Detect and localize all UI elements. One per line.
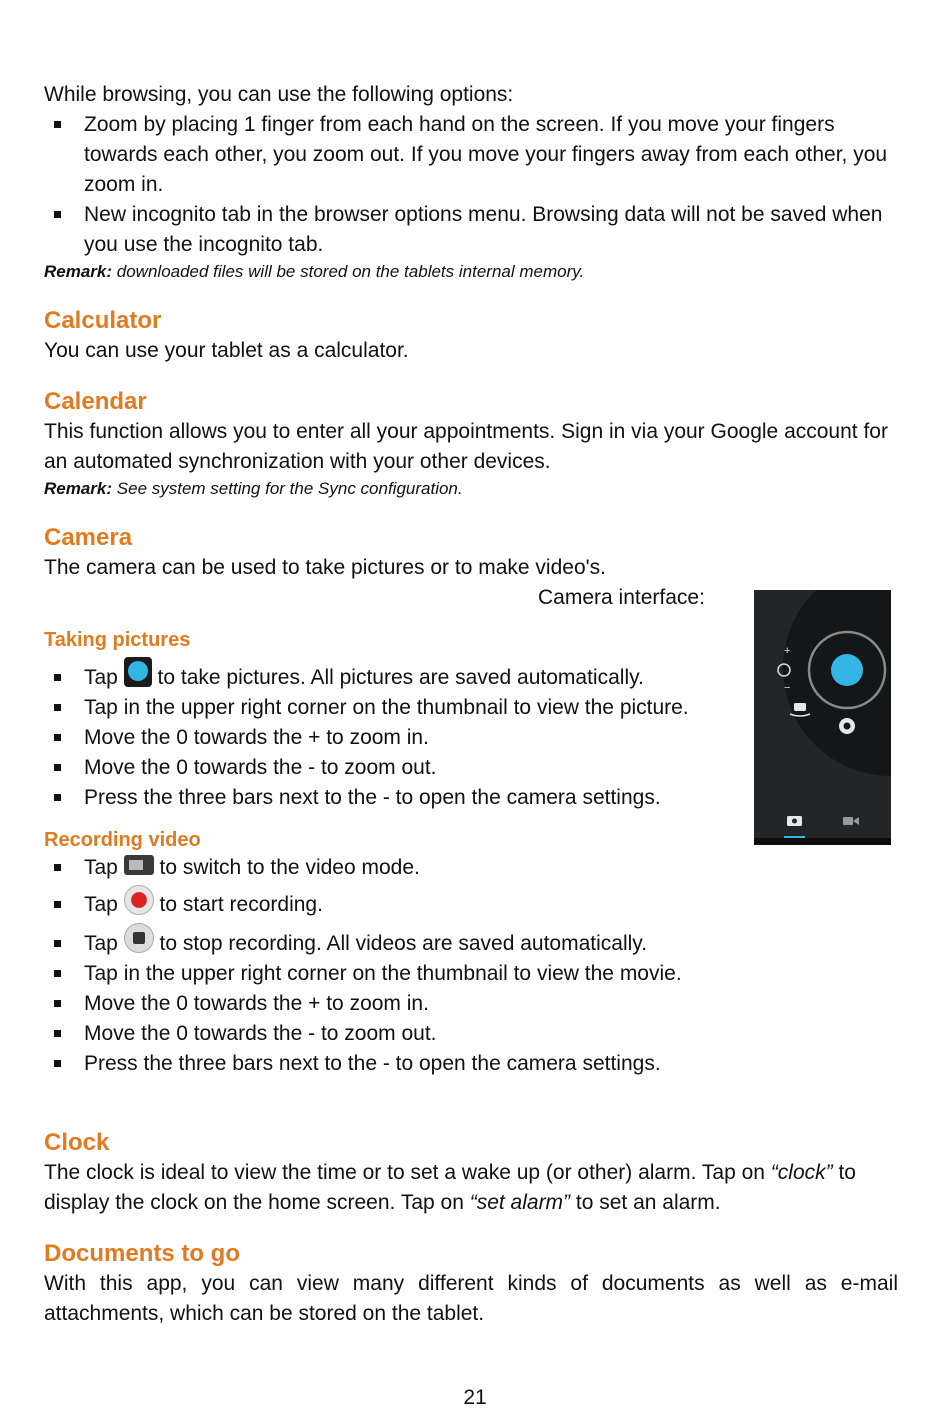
camera-heading: Camera: [44, 524, 133, 551]
list-item: Move the 0 towards the - to zoom out.: [44, 1019, 898, 1049]
list-item: Tap in the upper right corner on the thumbnail to view the movie.: [44, 959, 898, 989]
clock-quote: “clock”: [770, 1161, 833, 1185]
camera-interface-label: Camera interface:: [538, 586, 705, 609]
clock-heading: Clock: [44, 1129, 110, 1157]
list-item: Move the 0 towards the + to zoom in.: [44, 723, 898, 753]
documents-heading: Documents to go: [44, 1240, 240, 1268]
calendar-remark: [44, 477, 898, 501]
tap-shutter-text: to take pictures. All pictures are saved automatically.: [151, 666, 644, 689]
set-alarm-quote: “set alarm”: [469, 1191, 571, 1215]
stop-button-icon: [124, 923, 154, 953]
tap-video-text: to switch to the video mode.: [153, 856, 420, 880]
browsing-options-list: [44, 110, 898, 260]
camera-text: The camera can be used to take pictures or to make video's.: [44, 556, 606, 579]
list-item: Move the 0 towards the + to zoom in.: [44, 989, 898, 1019]
list-item: [44, 853, 898, 883]
camera-interface-drawing: [754, 590, 891, 845]
taking-pictures-heading: Taking pictures: [44, 629, 191, 651]
page-number: 21: [463, 1386, 487, 1409]
list-item: [44, 929, 898, 959]
remark-text: See system setting for the Sync configuration.: [112, 479, 463, 498]
tap-word: Tap: [84, 893, 118, 917]
shutter-button-icon: [831, 654, 863, 686]
list-item: Tap in the upper right corner on the thumbnail to view the picture.: [44, 693, 898, 723]
calculator-text: You can use your tablet as a calculator.: [44, 339, 409, 362]
calendar-text: This function allows you to enter all your appointments. Sign in via your Google account for an automated synchronization with your other devices.: [44, 420, 888, 473]
record-button-icon: [124, 885, 154, 915]
list-item: Press the three bars next to the - to open the camera settings.: [44, 783, 898, 813]
list-item: [44, 890, 898, 920]
tap-stop-text: to stop recording. All videos are saved automatically.: [153, 931, 648, 955]
video-camera-icon: [124, 855, 154, 875]
tap-record-text: to start recording.: [153, 893, 323, 917]
calculator-heading: Calculator: [44, 307, 162, 334]
remark-label: Remark:: [44, 479, 113, 498]
browsing-remark: [44, 260, 898, 284]
list-item: New incognito tab in the browser options menu. Browsing data will not be saved when you use the incognito tab.: [44, 200, 898, 260]
shutter-button-icon: [124, 657, 152, 687]
list-item: Zoom by placing 1 finger from each hand on the screen. If you move your fingers towards each other, you zoom out. If you move your fingers away from each other, you zoom in.: [44, 110, 898, 200]
zoom-minus: −: [784, 682, 791, 694]
zoom-plus: +: [784, 645, 791, 657]
browsing-intro: While browsing, you can use the following options:: [44, 83, 514, 106]
list-item: Move the 0 towards the - to zoom out.: [44, 753, 898, 783]
tap-word: Tap: [84, 666, 118, 689]
tap-word: Tap: [84, 931, 118, 955]
remark-text: downloaded files will be stored on the tablets internal memory.: [112, 262, 585, 281]
documents-text: With this app, you can view many different kinds of documents as well as e-mail attachments, which can be stored on the tablet.: [44, 1272, 898, 1326]
camera-interface-screenshot: [754, 590, 891, 845]
clock-text: The clock is ideal to view the time or to set a wake up (or other) alarm. Tap on “clock” to display the clock on the home screen. Tap on “set alarm” to set an alarm.: [44, 1161, 856, 1215]
calendar-heading: Calendar: [44, 388, 147, 415]
tap-word: Tap: [84, 856, 118, 880]
recording-video-heading: Recording video: [44, 829, 201, 852]
settings-icon: [839, 718, 855, 734]
list-item: Press the three bars next to the - to open the camera settings.: [44, 1049, 898, 1079]
recording-video-list: [44, 853, 898, 1079]
remark-label: Remark:: [44, 262, 113, 281]
